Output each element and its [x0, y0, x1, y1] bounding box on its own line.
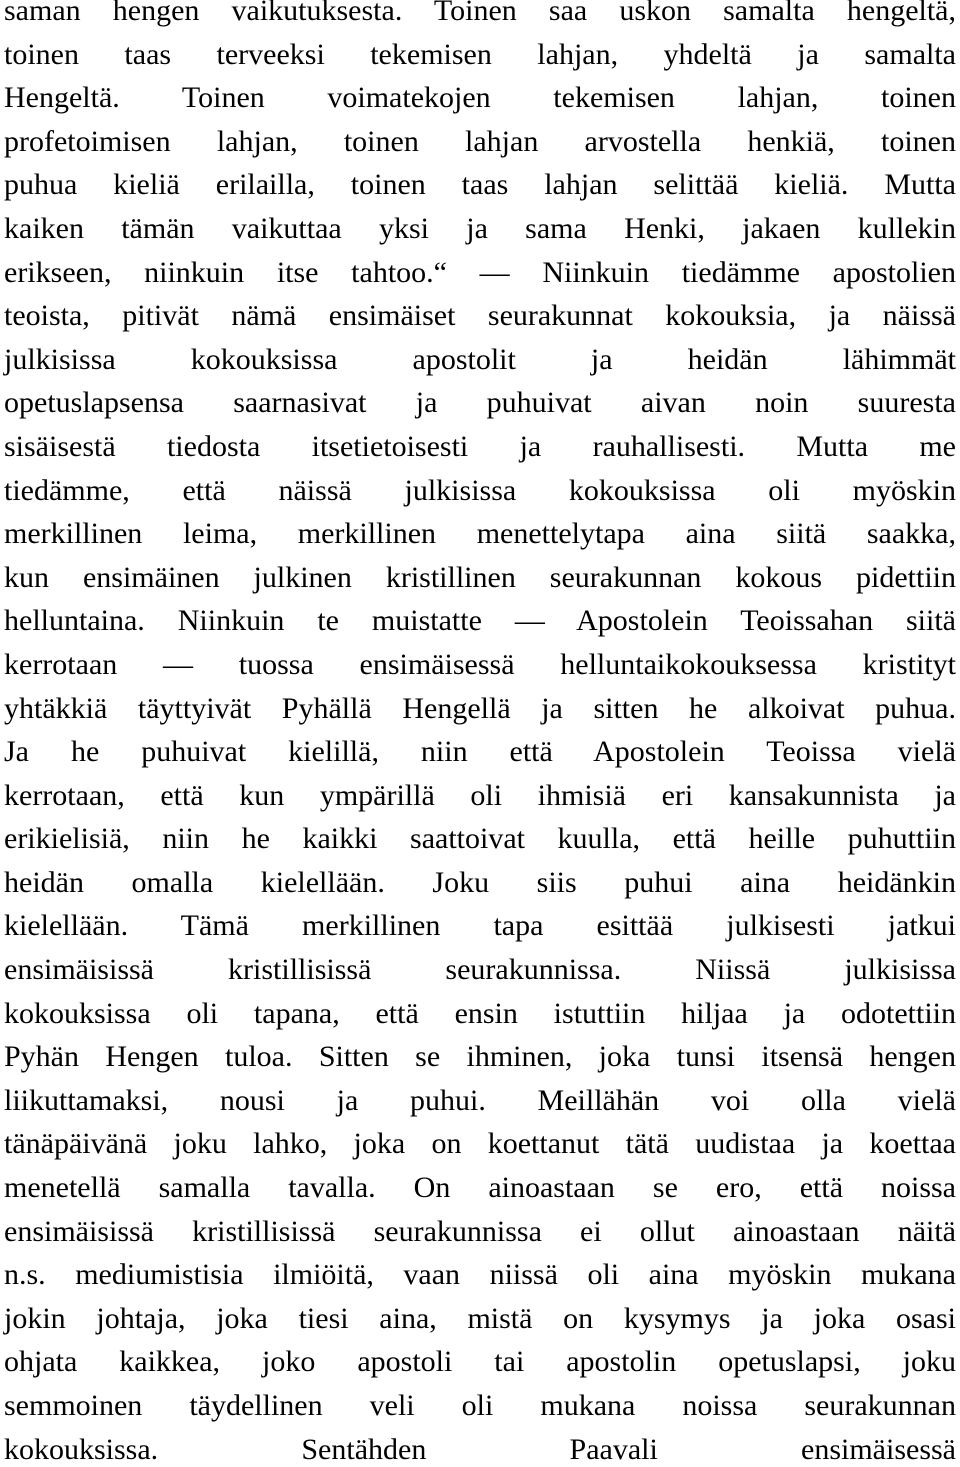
text-line: kokouksissa. Sentähden Paavali ensimäisessä — [4, 1432, 956, 1466]
text-line: merkillinen leima, merkillinen menettelytapa aina siitä saakka, — [4, 517, 956, 551]
text-line: heidän omalla kielellään. Joku siis puhui aina heidänkin — [4, 865, 956, 899]
text-line: ohjata kaikkea, joko apostoli tai apostolin opetuslapsi, joku — [4, 1345, 956, 1379]
text-line: opetuslapsensa saarnasivat ja puhuivat aivan noin suuresta — [4, 386, 956, 420]
text-line: Hengeltä. Toinen voimatekojen tekemisen lahjan, toinen — [4, 81, 956, 115]
text-line: profetoimisen lahjan, toinen lahjan arvostella henkiä, toinen — [4, 124, 956, 158]
text-line: ensimäisissä kristillisissä seurakunnissa ei ollut ainoastaan näitä — [4, 1214, 956, 1248]
text-line: kaiken tämän vaikuttaa yksi ja sama Henki, jakaen kullekin — [4, 211, 956, 245]
text-line: teoista, pitivät nämä ensimäiset seurakunnat kokouksia, ja näissä — [4, 299, 956, 333]
text-line: helluntaina. Niinkuin te muistatte — Apostolein Teoissahan siitä — [4, 604, 956, 638]
text-line: erikielisiä, niin he kaikki saattoivat kuulla, että heille puhuttiin — [4, 822, 956, 856]
text-line: Ja he puhuivat kielillä, niin että Apostolein Teoissa vielä — [4, 735, 956, 769]
text-line: jokin johtaja, joka tiesi aina, mistä on kysymys ja joka osasi — [4, 1301, 956, 1335]
text-line: menetellä samalla tavalla. On ainoastaan se ero, että noissa — [4, 1171, 956, 1205]
text-line: n.s. mediumistisia ilmiöitä, vaan niissä oli aina myöskin mukana — [4, 1258, 956, 1292]
text-line: kerrotaan — tuossa ensimäisessä helluntaikokouksessa kristityt — [4, 647, 956, 681]
text-line: kun ensimäinen julkinen kristillinen seurakunnan kokous pidettiin — [4, 560, 956, 594]
text-line: liikuttamaksi, nousi ja puhui. Meillähän voi olla vielä — [4, 1083, 956, 1117]
text-line: kokouksissa oli tapana, että ensin istuttiin hiljaa ja odotettiin — [4, 996, 956, 1030]
text-line: kielellään. Tämä merkillinen tapa esittää julkisesti jatkui — [4, 909, 956, 943]
text-line: puhua kieliä erilailla, toinen taas lahjan selittää kieliä. Mutta — [4, 168, 956, 202]
text-line: yhtäkkiä täyttyivät Pyhällä Hengellä ja sitten he alkoivat puhua. — [4, 691, 956, 725]
text-line: tänäpäivänä joku lahko, joka on koettanut tätä uudistaa ja koettaa — [4, 1127, 956, 1161]
text-line: saman hengen vaikutuksesta. Toinen saa uskon samalta hengeltä, — [4, 0, 956, 27]
text-line: semmoinen täydellinen veli oli mukana noissa seurakunnan — [4, 1389, 956, 1422]
text-line: Pyhän Hengen tuloa. Sitten se ihminen, joka tunsi itsensä hengen — [4, 1040, 956, 1074]
text-line: tiedämme, että näissä julkisissa kokouksissa oli myöskin — [4, 473, 956, 507]
text-line: kerrotaan, että kun ympärillä oli ihmisiä eri kansakunnista ja — [4, 778, 956, 812]
text-line: ensimäisissä kristillisissä seurakunnissa. Niissä julkisissa — [4, 953, 956, 987]
body-text — [4, 0, 956, 1467]
text-line: sisäisestä tiedosta itsetietoisesti ja rauhallisesti. Mutta me — [4, 429, 956, 463]
text-line: toinen taas terveeksi tekemisen lahjan, yhdeltä ja samalta — [4, 37, 956, 71]
text-line: erikseen, niinkuin itse tahtoo.“ — Niinkuin tiedämme apostolien — [4, 255, 956, 289]
text-line: julkisissa kokouksissa apostolit ja heidän lähimmät — [4, 342, 956, 376]
